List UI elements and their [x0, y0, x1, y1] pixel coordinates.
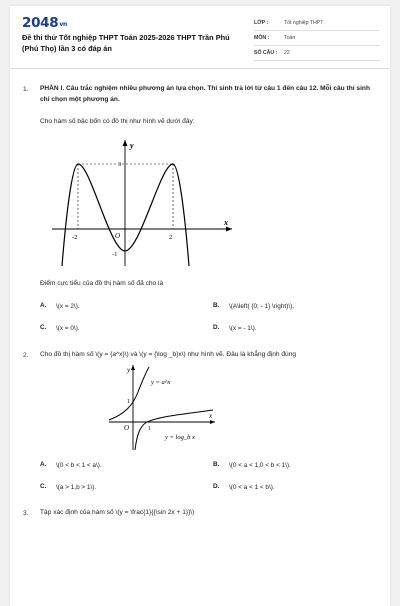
option-letter: C.	[40, 324, 47, 331]
origin-label: O	[124, 424, 130, 432]
x-axis-arrow	[210, 420, 215, 424]
tick-label: -2	[72, 234, 78, 241]
option-text: \(x = 0\).	[56, 325, 80, 332]
question-stem: Cho đồ thị hàm số \(y = {a^x}\) và \(y = {\log _b}x\) như hình vẽ. Đâu là khẳng định đúng	[40, 351, 297, 358]
question-prompt: Điểm cực tiểu của đồ thị hàm số đã cho là	[40, 280, 164, 287]
meta-row-class	[254, 16, 380, 31]
meta-value: 22	[284, 50, 290, 56]
site-logo[interactable]	[22, 15, 67, 31]
y-label: y	[127, 366, 131, 374]
option-letter: B.	[213, 461, 220, 468]
question-number: 2.	[23, 352, 29, 359]
option-text: \(x = - 1\).	[229, 325, 257, 332]
header-divider	[10, 68, 390, 69]
question-stem: Tập xác định của hàm số \(y = \frac{1}{{\sin 2x + 1}}\)	[40, 509, 195, 516]
option-letter: A.	[40, 302, 47, 309]
x-label: x	[209, 412, 213, 420]
tick-label: -1	[112, 251, 118, 258]
logo-suffix: vn	[59, 21, 67, 28]
y-axis-arrow	[123, 140, 128, 146]
meta-row-count	[254, 46, 380, 61]
curve	[62, 164, 189, 266]
option-text: \(x = 2\).	[56, 303, 80, 310]
y-label: y	[130, 141, 134, 150]
option-letter: C.	[40, 483, 47, 490]
section-heading: PHẦN I. Câu trắc nghiệm nhiều phương án lựa chọn. Thí sinh trả lời từ câu 1 đến câu 12. Mỗi câu thí sinh chỉ chọn một phương án.	[40, 85, 370, 103]
option-text: \(0 < b < 1 < a\).	[56, 462, 102, 469]
option-text: \(0 < a < 1 < b\).	[229, 484, 275, 491]
meta-label: MÔN :	[254, 35, 270, 41]
option-letter: D.	[213, 483, 220, 490]
page-title: Đề thi thử Tốt nghiệp THPT Toán 2025-2026 THPT Trần Phú (Phú Thọ) lần 3 có đáp án	[22, 33, 230, 53]
question-number: 3.	[23, 510, 29, 517]
exam-page	[10, 6, 390, 606]
x-label: x	[224, 218, 228, 227]
option-letter: D.	[213, 324, 220, 331]
logo-text: 2048	[22, 15, 59, 31]
page-header	[10, 6, 390, 64]
meta-row-subject	[254, 31, 380, 46]
meta-label: LỚP :	[254, 20, 269, 26]
origin-label: O	[115, 232, 121, 240]
meta-value: Toán	[284, 35, 296, 41]
option-letter: B.	[213, 302, 220, 309]
question-stem: Cho hàm số bậc bốn có đồ thị như hình vẽ dưới đây:	[40, 118, 195, 125]
option-text: \(0 < a < 1,0 < b < 1\).	[229, 462, 291, 469]
option-text: \(A\left( {0; - 1} \right)\).	[229, 303, 294, 310]
curve-label: y = log_b x	[165, 434, 195, 441]
x-axis-arrow	[226, 227, 232, 232]
option-text: \(a > 1,b > 1\).	[56, 484, 97, 491]
curve-label: y = a^x	[151, 379, 171, 386]
tick-label: 3	[118, 161, 122, 168]
quartic-graph	[48, 136, 238, 271]
y-axis-arrow	[131, 365, 135, 370]
tick-label: 1	[148, 426, 151, 432]
meta-label: SỐ CÂU :	[254, 50, 278, 56]
question-number: 1.	[23, 86, 29, 93]
option-letter: A.	[40, 461, 47, 468]
tick-label: 1	[127, 399, 130, 405]
curve-log	[135, 410, 213, 450]
curve-exp	[109, 367, 149, 420]
exam-meta	[254, 16, 380, 61]
meta-value: Tốt nghiệp THPT	[284, 20, 324, 26]
exp-log-graph	[105, 362, 220, 452]
tick-label: 2	[169, 234, 173, 241]
